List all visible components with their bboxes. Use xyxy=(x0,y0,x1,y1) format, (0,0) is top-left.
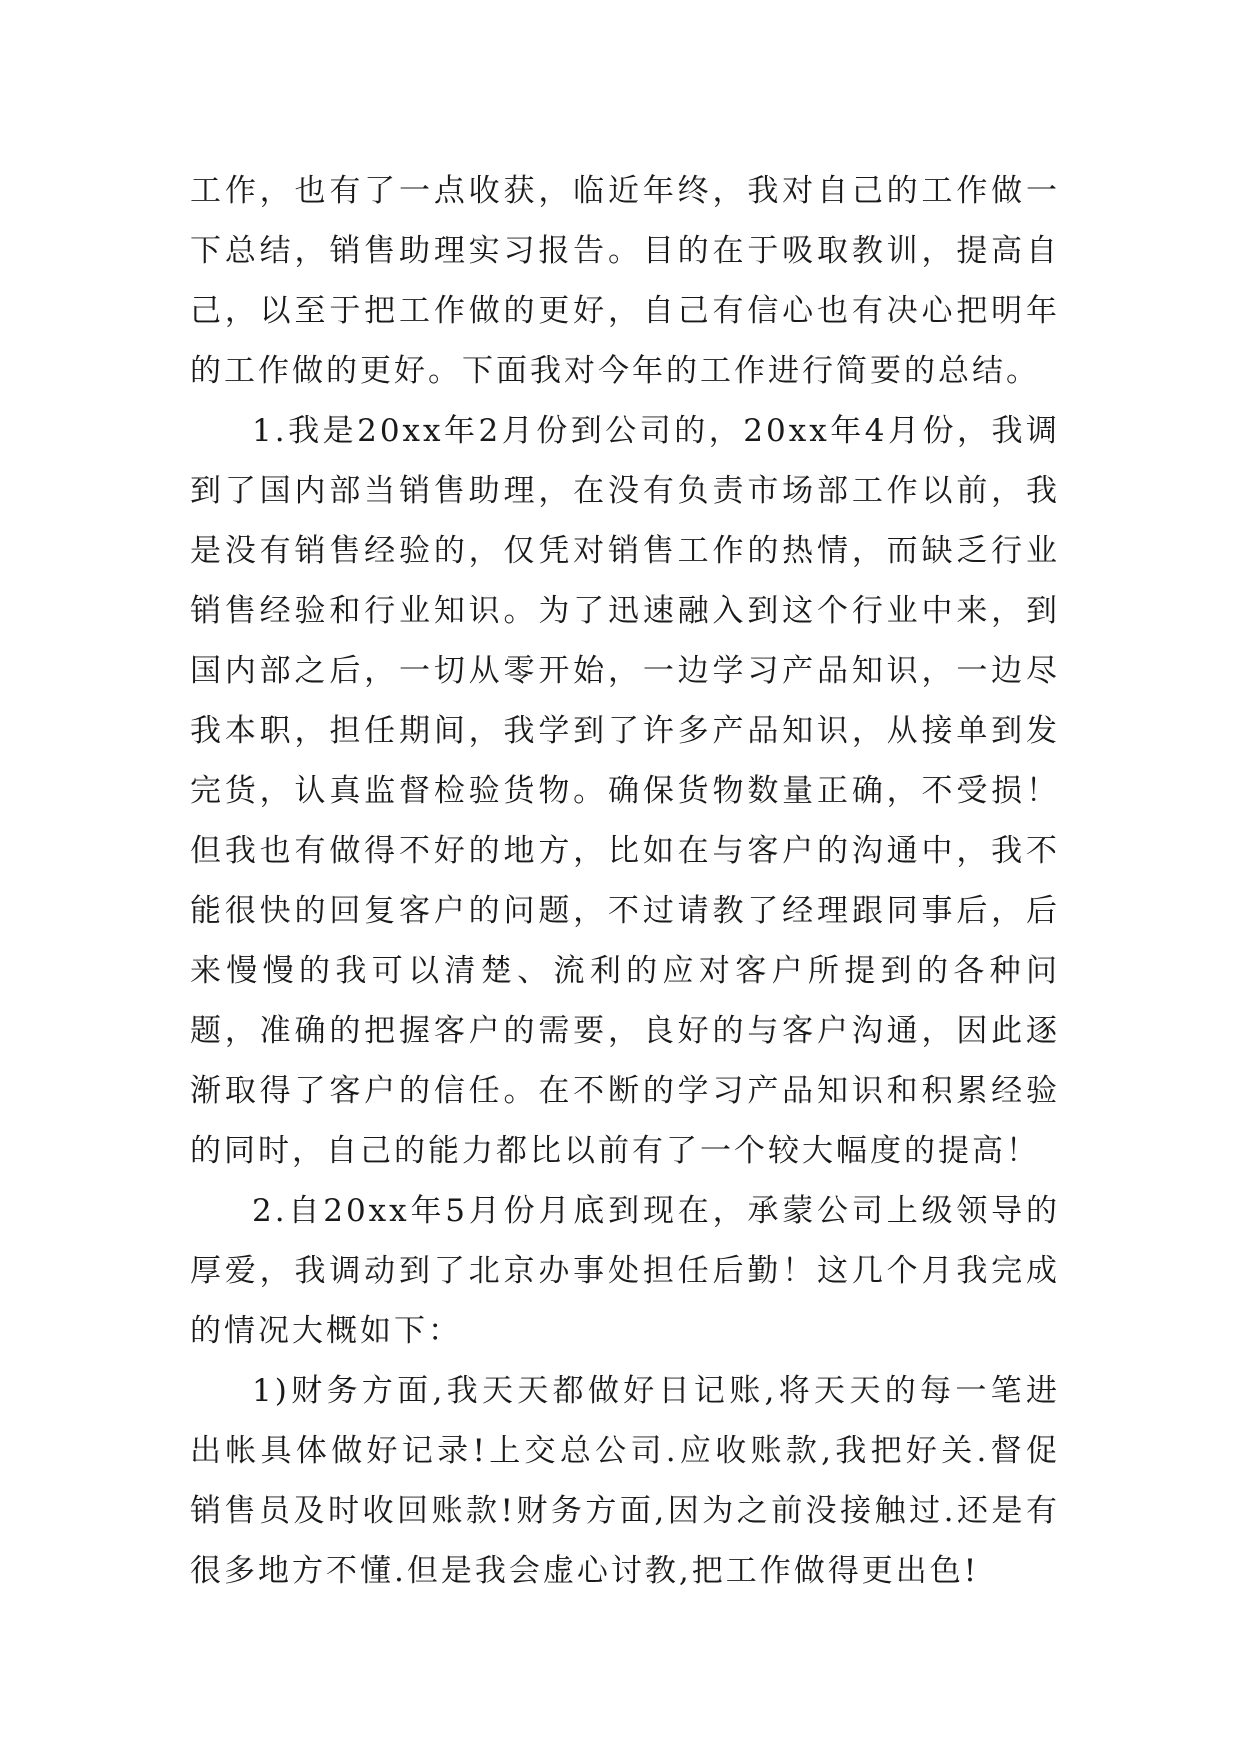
paragraph-item-1: 1.我是20xx年2月份到公司的，20xx年4月份，我调到了国内部当销售助理，在没有负责市场部工作以前，我是没有销售经验的，仅凭对销售工作的热情，而缺乏行业销售经验和行业知识。为了迅速融入到这个行业中来，到国内部之后，一切从零开始，一边学习产品知识，一边尽我本职，担任期间，我学到了许多产品知识，从接单到发完货，认真监督检验货物。确保货物数量正确，不受损！但我也有做得不好的地方，比如在与客户的沟通中，我不能很快的回复客户的问题，不过请教了经理跟同事后，后来慢慢的我可以清楚、流利的应对客户所提到的各种问题，准确的把握客户的需要，良好的与客户沟通，因此逐渐取得了客户的信任。在不断的学习产品知识和积累经验的同时，自己的能力都比以前有了一个较大幅度的提高！ xyxy=(190,413,1060,1169)
paragraph-continuation: 工作，也有了一点收获，临近年终，我对自己的工作做一下总结，销售助理实习报告。目的在于吸取教训，提高自己，以至于把工作做的更好，自己有信心也有决心把明年的工作做的更好。下面我对今年的工作进行简要的总结。 xyxy=(190,173,1060,389)
document-body xyxy=(190,161,1060,1601)
paragraph-subitem-1: 1)财务方面,我天天都做好日记账,将天天的每一笔进出帐具体做好记录!上交总公司.应收账款,我把好关.督促销售员及时收回账款!财务方面,因为之前没接触过.还是有很多地方不懂.但是我会虚心讨教,把工作做得更出色! xyxy=(190,1373,1060,1589)
paragraph-item-2: 2.自20xx年5月份月底到现在，承蒙公司上级领导的厚爱，我调动到了北京办事处担任后勤！这几个月我完成的情况大概如下： xyxy=(190,1193,1060,1349)
